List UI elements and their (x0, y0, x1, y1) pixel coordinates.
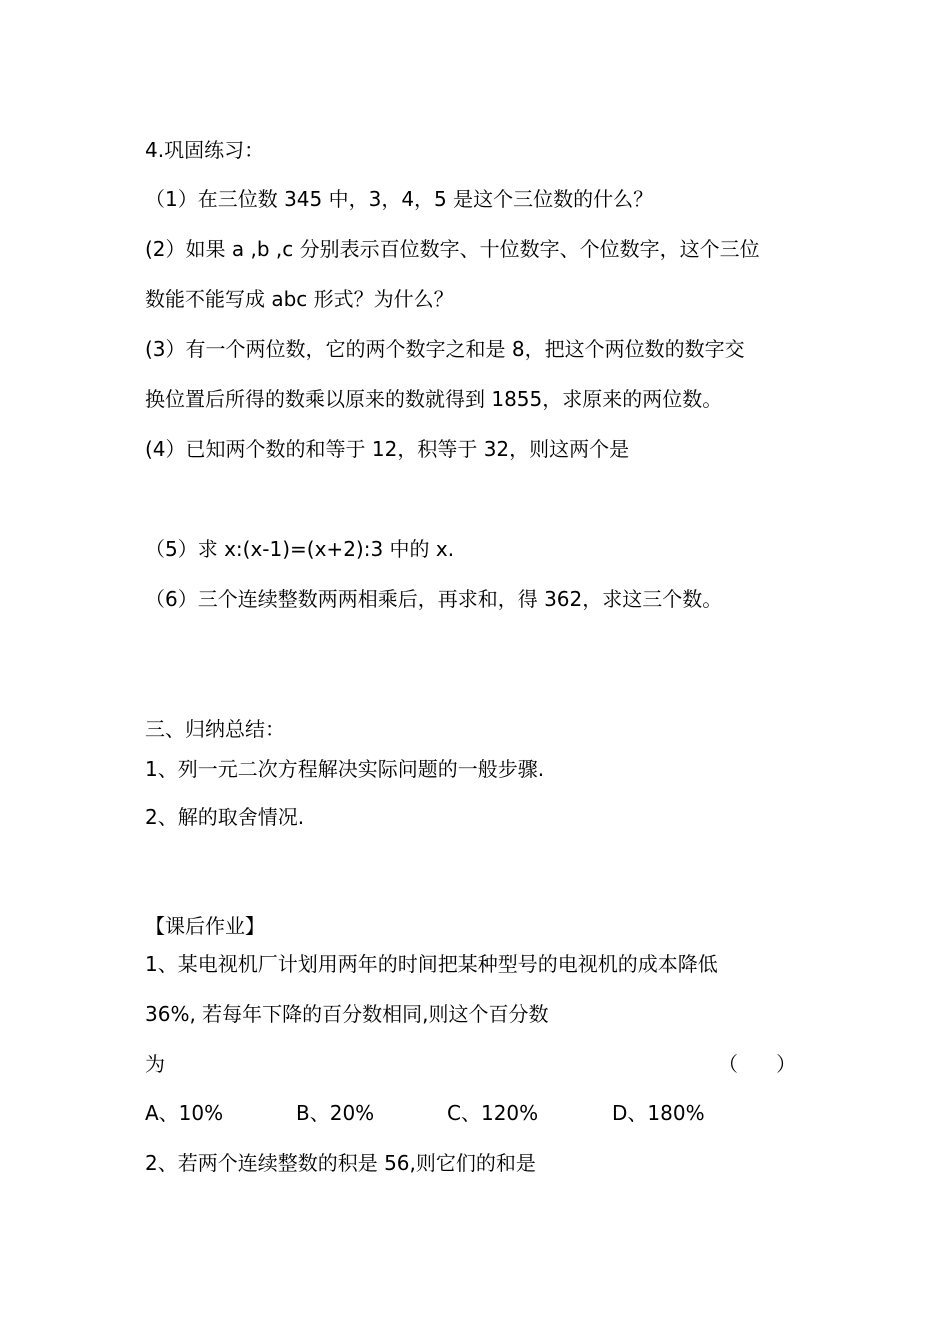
practice-question-6: （6）三个连续整数两两相乘后，再求和，得 362，求这三个数。 (145, 587, 723, 611)
summary-item-1: 1、列一元二次方程解决实际问题的一般步骤. (145, 757, 545, 781)
practice-question-3-line-1: (3）有一个两位数，它的两个数字之和是 8，把这个两位数的数字交 (145, 337, 745, 361)
homework-heading: 【课后作业】 (145, 914, 265, 938)
homework-question-1-line-2: 36%, 若每年下降的百分数相同,则这个百分数 (145, 1002, 549, 1026)
practice-question-2-line-1: (2）如果 a ,b ,c 分别表示百位数字、十位数字、个位数字，这个三位 (145, 237, 760, 261)
practice-question-5: （5）求 x:(x-1)=(x+2):3 中的 x. (145, 537, 455, 561)
answer-blank: （ ） (718, 1052, 797, 1076)
practice-heading: 4.巩固练习： (145, 138, 265, 162)
practice-question-1: （1）在三位数 345 中，3，4，5 是这个三位数的什么？ (145, 187, 654, 211)
homework-question-1-line-1: 1、某电视机厂计划用两年的时间把某种型号的电视机的成本降低 (145, 952, 718, 976)
summary-heading: 三、归纳总结： (145, 717, 285, 741)
option-d: D、180% (612, 1101, 705, 1125)
option-a: A、10% (145, 1101, 224, 1125)
summary-item-2: 2、解的取舍情况. (145, 805, 305, 829)
practice-question-4: (4）已知两个数的和等于 12，积等于 32，则这两个是 (145, 437, 630, 461)
option-c: C、120% (447, 1101, 539, 1125)
practice-question-2-line-2: 数能不能写成 abc 形式？为什么？ (145, 287, 454, 311)
homework-question-2: 2、若两个连续整数的积是 56,则它们的和是 (145, 1151, 536, 1175)
practice-question-3-line-2: 换位置后所得的数乘以原来的数就得到 1855，求原来的两位数。 (145, 387, 723, 411)
homework-question-1-line-3: 为 (145, 1052, 165, 1076)
option-b: B、20% (296, 1101, 375, 1125)
